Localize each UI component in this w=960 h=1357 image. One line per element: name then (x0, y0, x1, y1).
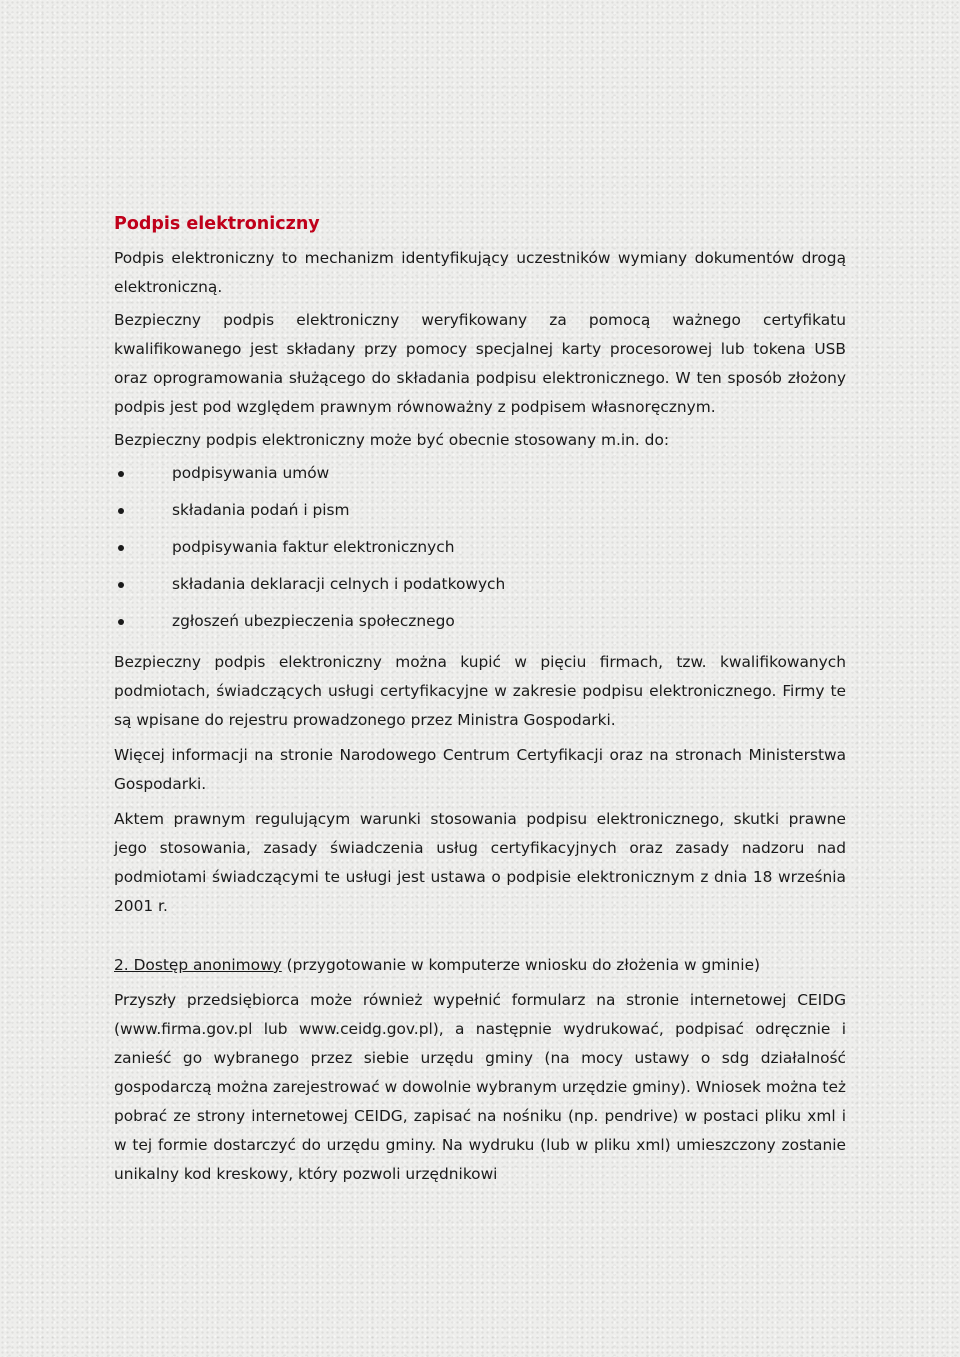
usage-list (114, 459, 846, 644)
list-item-text: podpisywania umów (172, 464, 330, 482)
paragraph-more-info: Więcej informacji na stronie Narodowego Centrum Certyfikacji oraz na stronach Ministerstwa Gospodarki. (114, 746, 846, 793)
paragraph-anonymous-access: Przyszły przedsiębiorca może również wypełnić formularz na stronie internetowej CEIDG (www.firma.gov.pl lub www.ceidg.gov.pl), a następnie wydrukować, podpisać odręcznie i zanieść go wybranego przez siebie urzędu gminy (na mocy ustawy o sdg działalność gospodarczą można zarejestrować w dowolnie wybranym urzędzie gminy). Wniosek można też pobrać ze strony internetowej CEIDG, zapisać na nośniku (np. pendrive) w postaci pliku xml i w tej formie dostarczyć do urzędu gminy. Na wydruku (lub w pliku xml) umieszczony zostanie unikalny kod kreskowy, który pozwoli urzędnikowi (114, 991, 846, 1183)
document-page (114, 210, 846, 1193)
list-item (114, 459, 846, 496)
list-item (114, 496, 846, 533)
list-item-text: składania deklaracji celnych i podatkowych (172, 575, 506, 593)
page-title: Podpis elektroniczny (114, 214, 320, 234)
section-heading-subtitle: (przygotowanie w komputerze wniosku do złożenia w gminie) (281, 956, 761, 974)
bullet-icon (118, 619, 124, 625)
list-item-text: zgłoszeń ubezpieczenia społecznego (172, 612, 455, 630)
bullet-icon (118, 545, 124, 551)
list-item (114, 533, 846, 570)
list-item (114, 607, 846, 644)
paragraph-purchase: Bezpieczny podpis elektroniczny można kupić w pięciu firmach, tzw. kwalifikowanych podmiotach, świadczących usługi certyfikacyjne w zakresie podpisu elektronicznego. Firmy te są wpisane do rejestru prowadzonego przez Ministra Gospodarki. (114, 653, 846, 729)
bullet-icon (118, 471, 124, 477)
paragraph-secure-signature: Bezpieczny podpis elektroniczny weryfikowany za pomocą ważnego certyfikatu kwalifikowanego jest składany przy pomocy specjalnej karty procesorowej lub tokena USB oraz oprogramowania służącego do składania podpisu elektronicznego. W ten sposób złożony podpis jest pod względem prawnym równoważny z podpisem własnoręcznym. (114, 311, 846, 416)
bullet-icon (118, 508, 124, 514)
section-heading (114, 951, 846, 980)
list-item (114, 570, 846, 607)
bullet-icon (118, 582, 124, 588)
section-heading-underlined: 2. Dostęp anonimowy (114, 956, 282, 974)
list-item-text: podpisywania faktur elektronicznych (172, 538, 455, 556)
paragraph-definition: Podpis elektroniczny to mechanizm identyfikujący uczestników wymiany dokumentów drogą elektroniczną. (114, 249, 846, 296)
list-item-text: składania podań i pism (172, 501, 350, 519)
paragraph-legal-act: Aktem prawnym regulującym warunki stosowania podpisu elektronicznego, skutki prawne jego stosowania, zasady świadczenia usług certyfikacyjnych oraz zasady nadzoru nad podmiotami świadczącymi te usługi jest ustawa o podpisie elektronicznym z dnia 18 września 2001 r. (114, 810, 846, 915)
paragraph-usage-intro: Bezpieczny podpis elektroniczny może być obecnie stosowany m.in. do: (114, 431, 670, 449)
